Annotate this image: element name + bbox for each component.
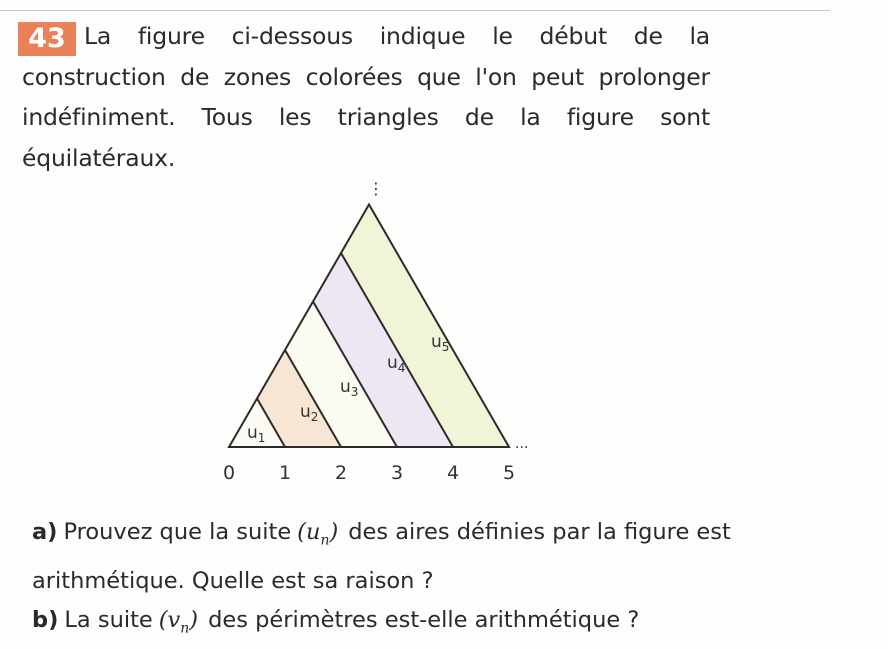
continuation-dots: ... xyxy=(515,436,529,452)
axis-tick-3: 3 xyxy=(390,462,404,484)
question-b-text-end: des périmètres est-elle arithmétique ? xyxy=(208,607,640,633)
question-a-label: a) xyxy=(32,519,58,545)
sequence-index: n xyxy=(320,532,330,549)
axis-tick-2: 2 xyxy=(334,462,348,484)
top-rule xyxy=(0,10,830,11)
question-a-text-start: Prouvez que la suite xyxy=(63,519,292,545)
sequence-letter: v xyxy=(167,607,181,633)
sequence-v-n: $(v_n)$ xyxy=(158,607,199,637)
question-a-text-end: des aires définies par la figure est arithmétique. Quelle est sa raison ? xyxy=(32,519,731,594)
sequence-u-n: $(u_n)$ xyxy=(297,519,339,549)
exercise-prompt: La figure ci-dessous indique le début de la construction de zones colorées que l'on peut prolonger indéfiniment. Tous les triangles de la figure sont équilatéraux. xyxy=(22,22,710,172)
sequence-letter: u xyxy=(305,519,321,545)
zone-label-u2: $u_2$ xyxy=(300,402,319,424)
zone-label-u5: $u_5$ xyxy=(431,332,450,354)
axis-tick-5: 5 xyxy=(502,462,516,484)
axis-tick-0: 0 xyxy=(222,462,236,484)
sequence-index: n xyxy=(180,620,190,637)
zone-label-u1: $u_1$ xyxy=(247,423,266,445)
continuation-dots-top: ⋮ xyxy=(368,182,384,198)
question-a xyxy=(32,512,792,601)
zone-label-u4: $u_4$ xyxy=(387,353,406,375)
triangle-figure xyxy=(205,182,545,496)
zone-label-u3: $u_3$ xyxy=(340,377,359,399)
exercise-number-badge: 43 xyxy=(18,22,76,56)
question-b-label: b) xyxy=(32,607,59,633)
axis-tick-4: 4 xyxy=(446,462,460,484)
question-b-text-start: La suite xyxy=(64,607,153,633)
axis-tick-1: 1 xyxy=(278,462,292,484)
question-b xyxy=(32,600,792,649)
